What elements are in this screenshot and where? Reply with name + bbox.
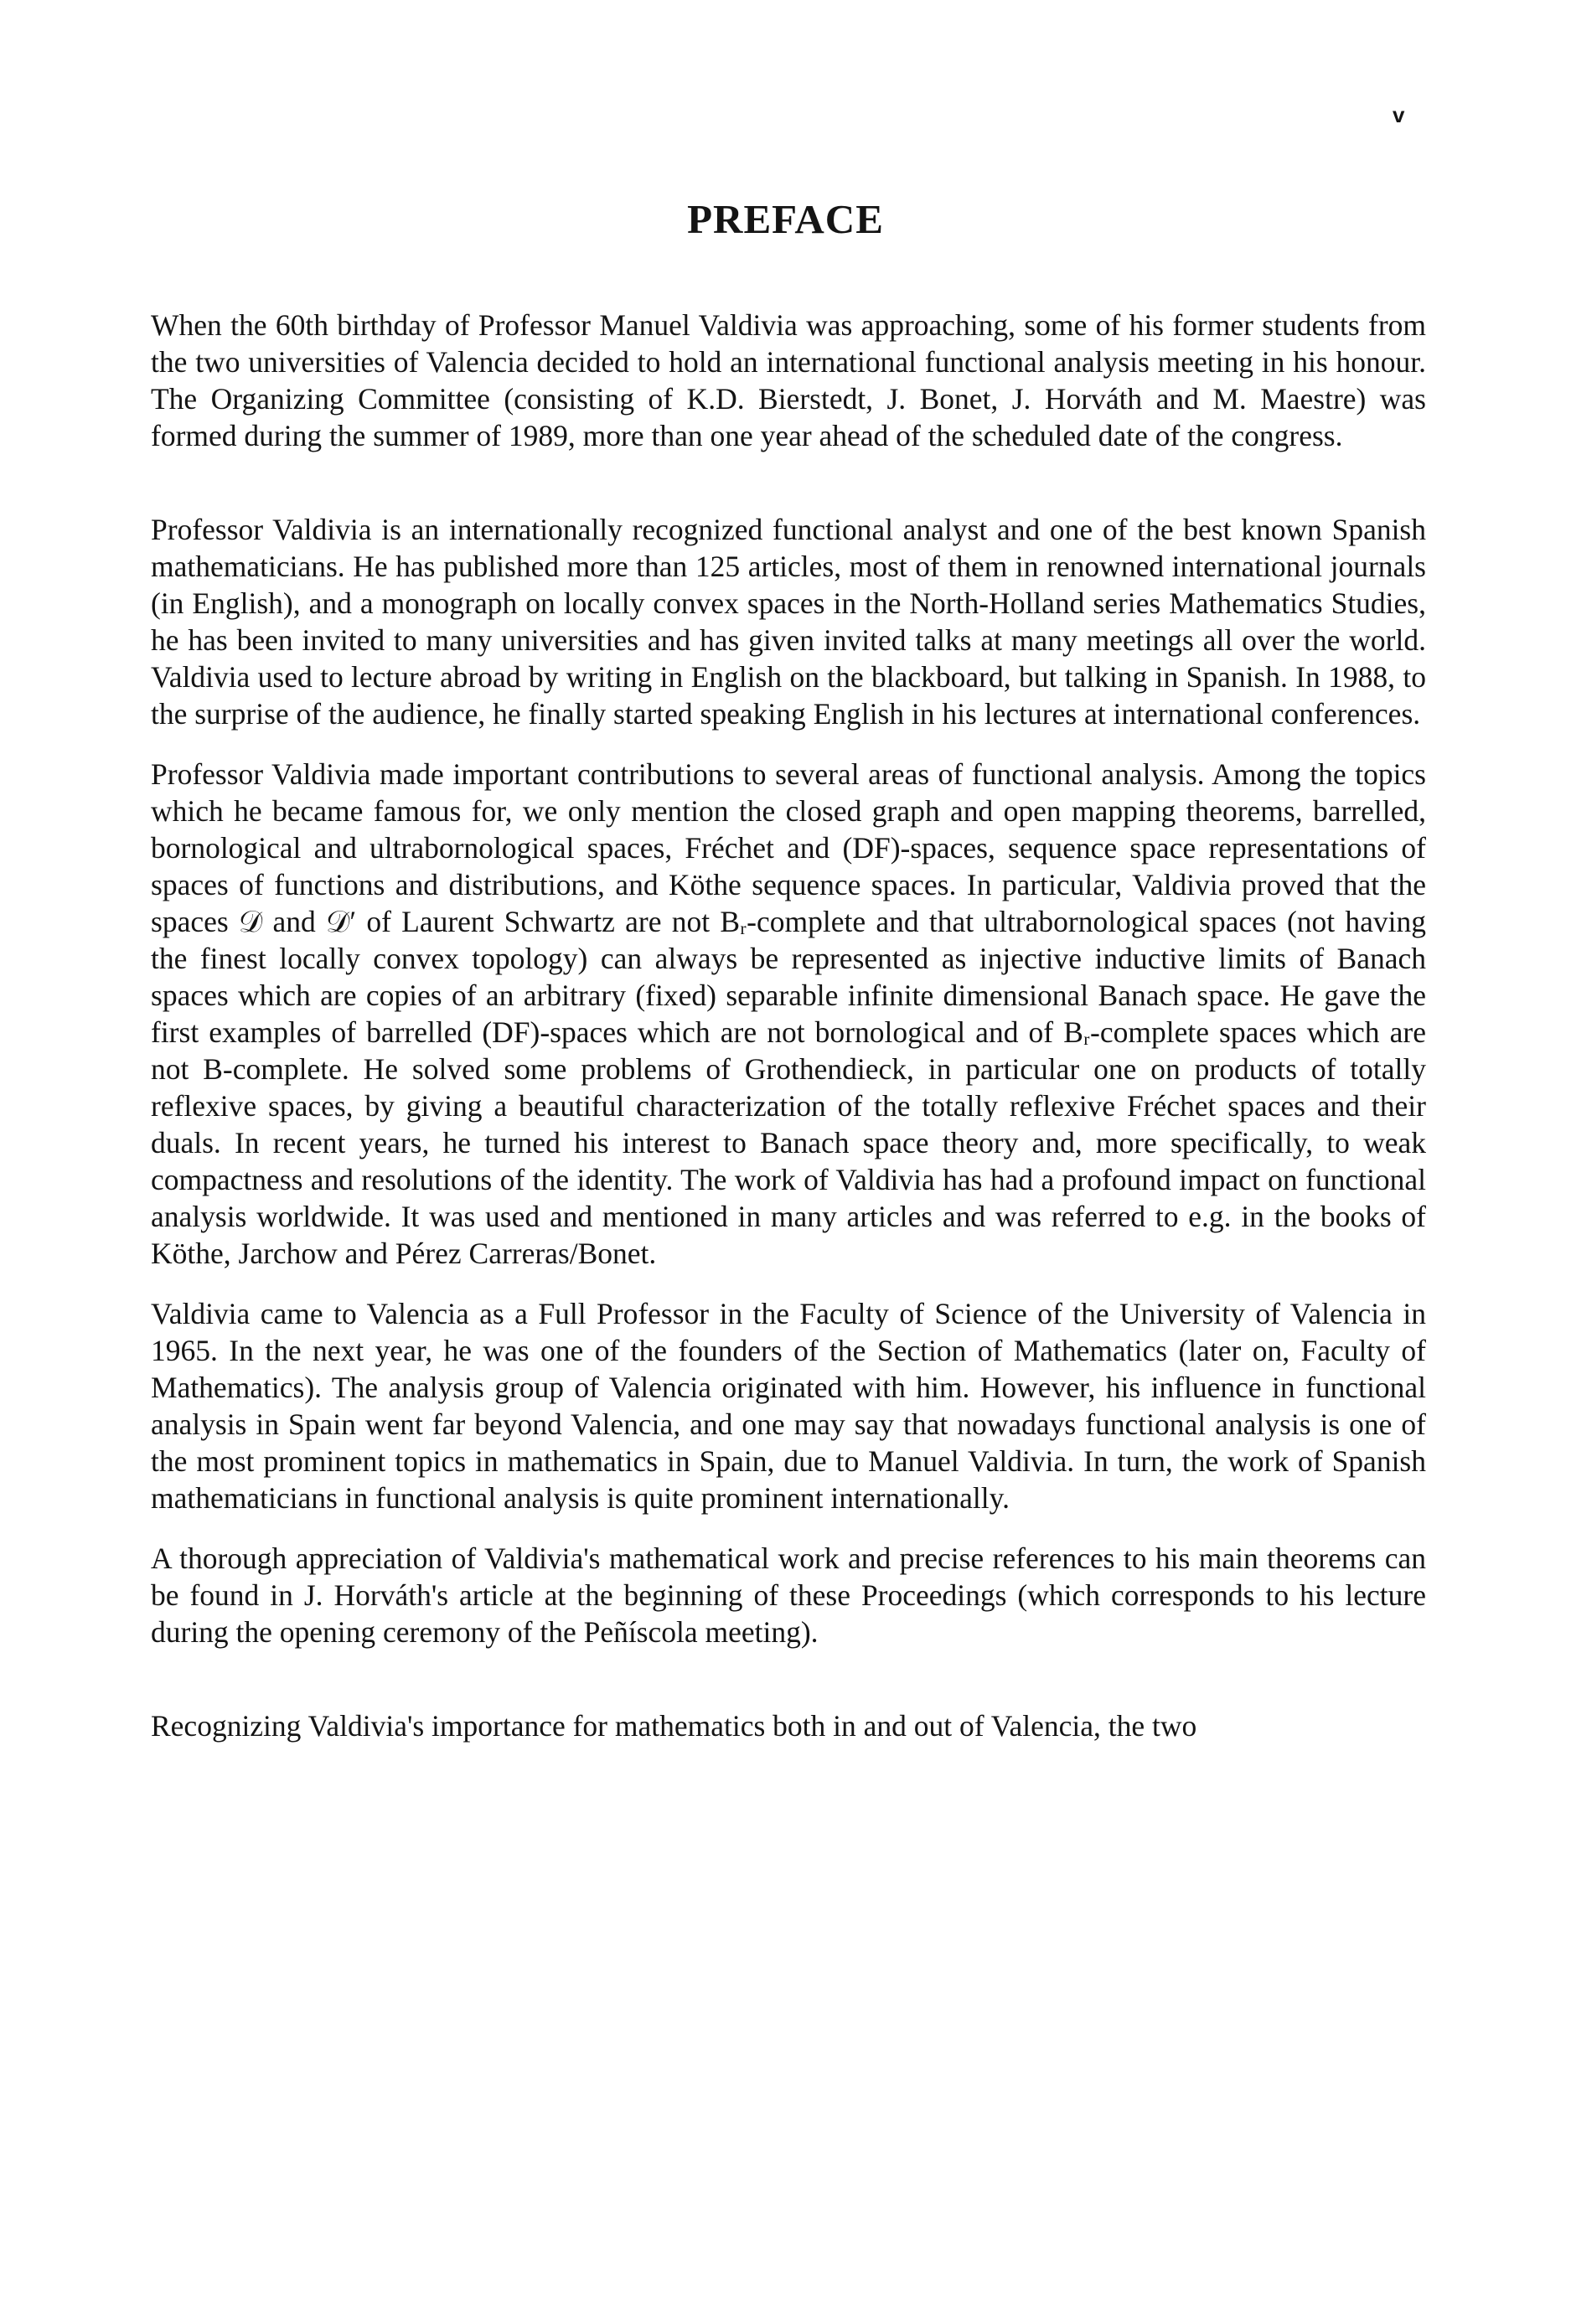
paragraph-committee: When the 60th birthday of Professor Manuel Valdivia was approaching, some of his former students from the two universities of Valencia decided to hold an international functional analysis meeting in his honour. The Organizing Committee (consisting of K.D. Bierstedt, J. Bonet, J. Horváth and M. Maestre) was formed during the summer of 1989, more than one year ahead of the scheduled date of the congress.: [151, 308, 1426, 452]
preface-body: [151, 307, 1426, 1744]
paragraph-contributions: Professor Valdivia made important contributions to several areas of functional analysis. Among the topics which he became famous for, we only mention the closed graph and open mapping theorems, barrelled, bornological and ultrabornological spaces, Fréchet and (DF)-spaces, sequence space representations of spaces of functions and distributions, and Köthe sequence spaces. In particular, Valdivia proved that the spaces 𝒟 and 𝒟′ of Laurent Schwartz are not Bᵣ-complete and that ultrabornological spaces (not having the finest locally convex topology) can always be represented as injective inductive limits of Banach spaces which are copies of an arbitrary (fixed) separable infinite dimensional Banach space. He gave the first examples of barrelled (DF)-spaces which are not bornological and of Bᵣ-complete spaces which are not B-complete. He solved some problems of Grothendieck, in particular one on products of totally reflexive spaces, by giving a beautiful characterization of the totally reflexive Fréchet spaces and their duals. In recent years, he turned his interest to Banach space theory and, more specifically, to weak compactness and resolutions of the identity. The work of Valdivia has had a profound impact on functional analysis worldwide. It was used and mentioned in many articles and was referred to e.g. in the books of Köthe, Jarchow and Pérez Carreras/Bonet.: [151, 757, 1426, 1270]
page-title: PREFACE: [687, 196, 884, 242]
paragraph-valencia: Valdivia came to Valencia as a Full Professor in the Faculty of Science of the University of Valencia in 1965. In the next year, he was one of the founders of the Section of Mathematics (later on, Faculty of Mathematics). The analysis group of Valencia originated with him. However, his influence in functional analysis in Spain went far beyond Valencia, and one may say that nowadays functional analysis is one of the most prominent topics in mathematics in Spain, due to Manuel Valdivia. In turn, the work of Spanish mathematicians in functional analysis is quite prominent internationally.: [151, 1297, 1426, 1515]
paragraph-recognition: Recognizing Valdivia's importance for mathematics both in and out of Valencia, the two: [151, 1709, 1197, 1743]
paragraph-reputation: Professor Valdivia is an internationally recognized functional analyst and one of the best known Spanish mathematicians. He has published more than 125 articles, most of them in renowned international journals (in English), and a monograph on locally convex spaces in the North-Holland series Mathematics Studies, he has been invited to many universities and has given invited talks at many meetings all over the world. Valdivia used to lecture abroad by writing in English on the blackboard, but talking in Spanish. In 1988, to the surprise of the audience, he finally started speaking English in his lectures at international conferences.: [151, 513, 1426, 731]
paragraph-references: A thorough appreciation of Valdivia's mathematical work and precise references to his main theorems can be found in J. Horváth's article at the beginning of these Proceedings (which corresponds to his lecture during the opening ceremony of the Peñíscola meeting).: [151, 1542, 1426, 1649]
page-number: v: [1393, 102, 1405, 127]
